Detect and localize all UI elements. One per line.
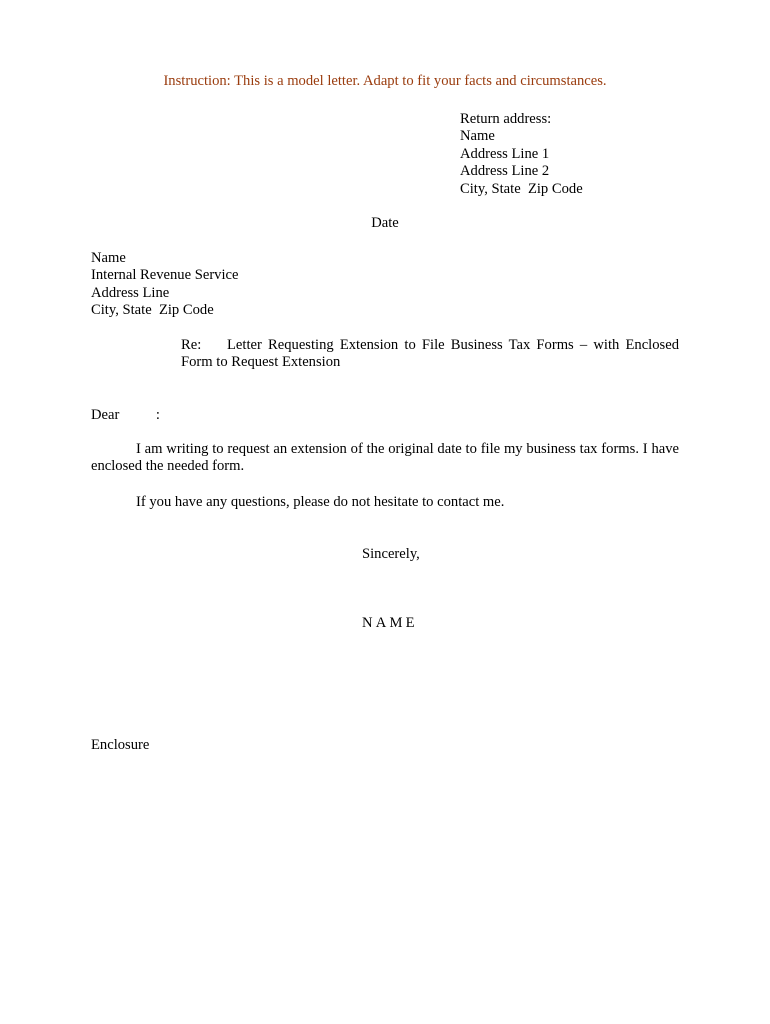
return-address-city-state-zip: City, State Zip Code [460, 180, 583, 197]
body-paragraph-2: If you have any questions, please do not hesitate to contact me. [136, 494, 505, 510]
closing: Sincerely, [362, 546, 420, 562]
body-paragraph-1: I am writing to request an extension of the original date to file my business tax forms. I have enclosed the needed form. [91, 441, 679, 475]
recipient-address-line: Address Line [91, 284, 170, 301]
return-address-name: Name [460, 128, 495, 145]
subject-label: Re: [181, 337, 202, 353]
return-address-line-2: Address Line 2 [460, 163, 550, 180]
salutation: Dear : [91, 407, 160, 423]
instruction-note: Instruction: This is a model letter. Adapt to fit your facts and circumstances. [163, 73, 607, 89]
recipient-address-block [91, 250, 239, 320]
return-address-block [460, 111, 583, 198]
recipient-city-state-zip: City, State Zip Code [91, 302, 214, 319]
return-address-heading: Return address: [460, 111, 552, 127]
letter-date: Date [371, 215, 399, 231]
recipient-organization: Internal Revenue Service [91, 267, 239, 284]
enclosure-note: Enclosure [91, 737, 150, 753]
signature-name: NAME [362, 615, 418, 631]
return-address-line-1: Address Line 1 [460, 145, 550, 162]
subject-line [181, 337, 679, 372]
subject-text: Letter Requesting Extension to File Business Tax Forms – with Enclosed Form to Request Extension [181, 337, 679, 371]
recipient-name: Name [91, 250, 126, 266]
